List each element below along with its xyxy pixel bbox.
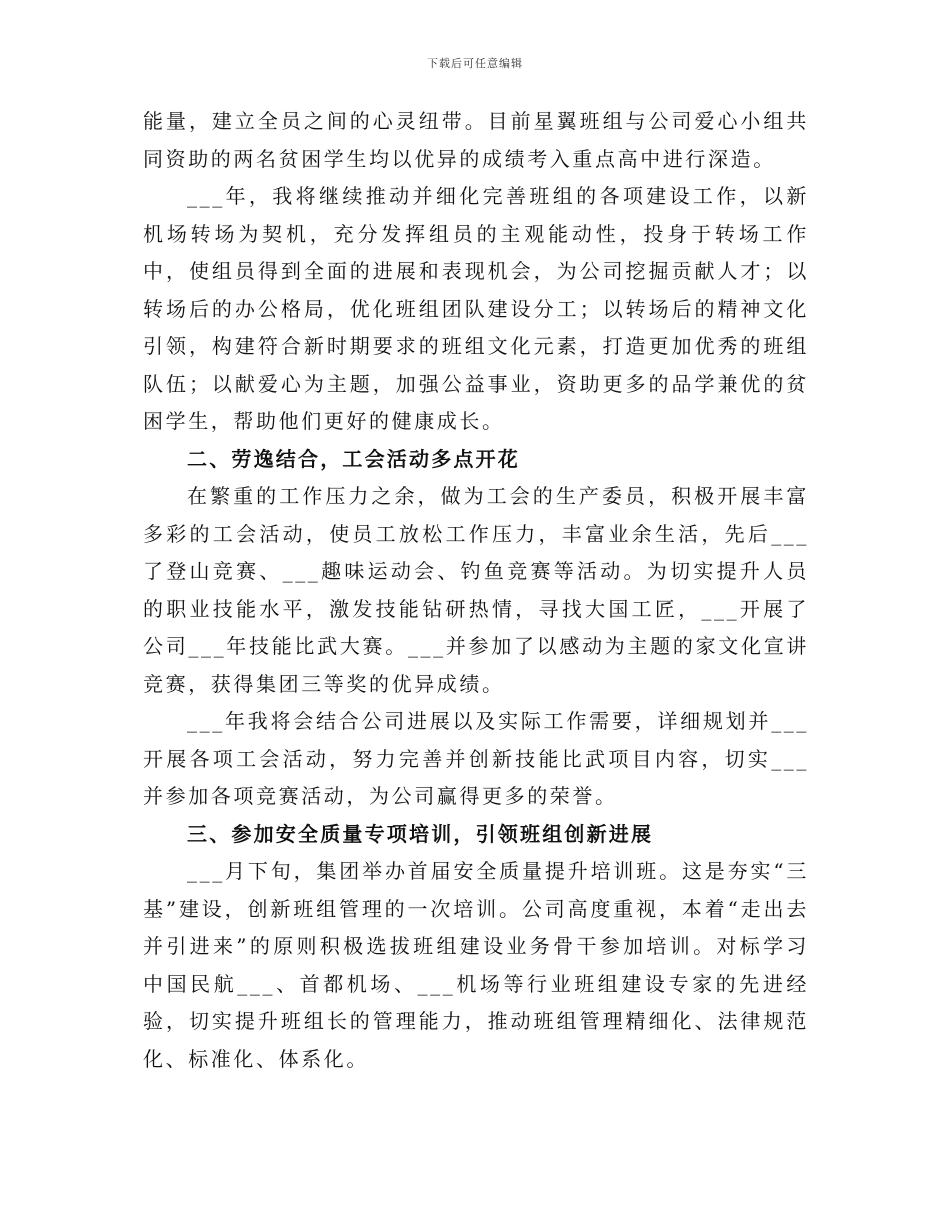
- paragraph-union-activities: 在繁重的工作压力之余，做为工会的生产委员，积极开展丰富多彩的工会活动，使员工放松工作压力，丰富业余生活，先后___了登山竞赛、___趣味运动会、钓鱼竞赛等活动。为切实提升人员的职业技能水平，激发技能钻研热情，寻找大国工匠，___开展了公司___年技能比武大赛。___并参加了以感动为主题的家文化宣讲竞赛，获得集团三等奖的优异成绩。: [143, 484, 809, 696]
- paragraph-union-plan: ___年我将会结合公司进展以及实际工作需要，详细规划并___开展各项工会活动，努力完善并创新技能比武项目内容，切实___并参加各项竞赛活动，为公司赢得更多的荣誉。: [143, 709, 809, 808]
- paragraph-team-plan: ___年，我将继续推动并细化完善班组的各项建设工作，以新机场转场为契机，充分发挥组员的主观能动性，投身于转场工作中，使组员得到全面的进展和表现机会，为公司挖掘贡献人才；以转场后的办公格局，优化班组团队建设分工；以转场后的精神文化引领，构建符合新时期要求的班组文化元素，打造更加优秀的班组队伍；以献爱心为主题，加强公益事业，资助更多的品学兼优的贫困学生，帮助他们更好的健康成长。: [143, 184, 809, 433]
- section-heading-union-activities: 二、劳逸结合，工会活动多点开花: [187, 446, 520, 471]
- paragraph-continuation: 能量，建立全员之间的心灵纽带。目前星翼班组与公司爱心小组共同资助的两名贫困学生均以优异的成绩考入重点高中进行深造。: [143, 109, 809, 171]
- document-body: [143, 103, 809, 1078]
- paragraph-safety-training: ___月下旬，集团举办首届安全质量提升培训班。这是夯实“三基”建设，创新班组管理的一次培训。公司高度重视，本着“走出去并引进来”的原则积极选拔班组建设业务骨干参加培训。对标学习中国民航___、首都机场、___机场等行业班组建设专家的先进经验，切实提升班组长的管理能力，推动班组管理精细化、法律规范化、标准化、体系化。: [143, 859, 809, 1071]
- section-heading-safety-training: 三、参加安全质量专项培训，引领班组创新进展: [187, 821, 654, 846]
- page-header-note: 下载后可任意编辑: [427, 57, 523, 70]
